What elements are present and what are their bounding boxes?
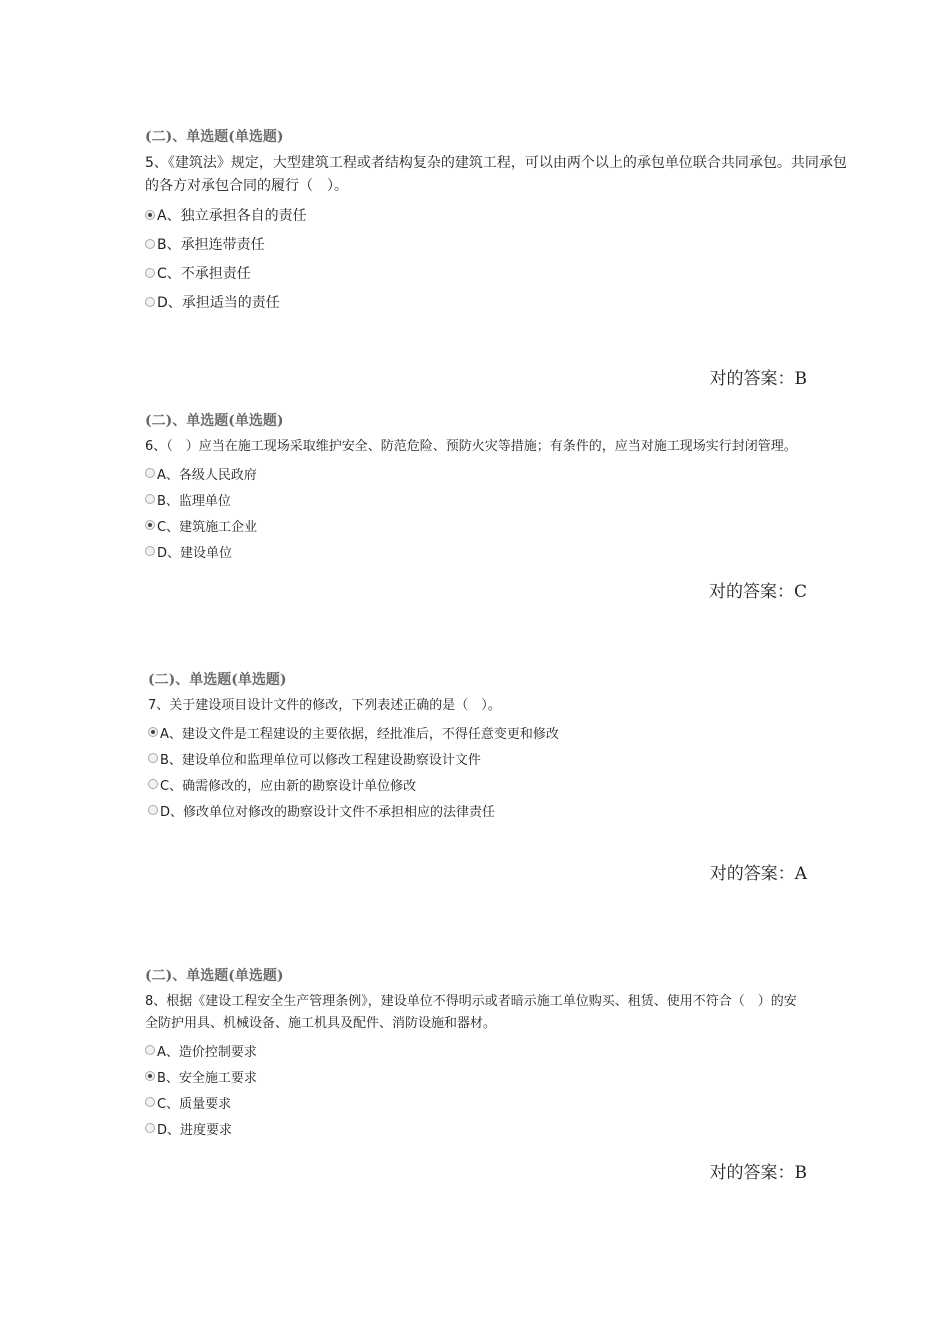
radio-icon[interactable] bbox=[145, 1097, 155, 1107]
question-stem bbox=[145, 436, 865, 458]
question-6 bbox=[145, 412, 865, 564]
question-stem-line: 5、《建筑法》规定，大型建筑工程或者结构复杂的建筑工程，可以由两个以上的承包单位联合共同承包。共同承包 bbox=[145, 155, 847, 171]
option-label: C、确需修改的，应由新的勘察设计单位修改 bbox=[160, 778, 417, 794]
radio-icon[interactable] bbox=[145, 468, 155, 478]
question-stem bbox=[145, 991, 865, 1035]
question-type-label: (二)、单选题(单选题) bbox=[145, 413, 284, 429]
question-stem-line: 6、（ ）应当在施工现场采取维护安全、防范危险、预防火灾等措施；有条件的，应当对施工现场实行封闭管理。 bbox=[145, 439, 797, 454]
radio-selected-icon[interactable] bbox=[145, 520, 155, 530]
option-b[interactable] bbox=[148, 745, 868, 771]
option-a[interactable] bbox=[148, 719, 868, 745]
option-label: B、安全施工要求 bbox=[157, 1070, 257, 1086]
radio-selected-icon[interactable] bbox=[145, 1071, 155, 1081]
question-type-label: (二)、单选题(单选题) bbox=[145, 968, 284, 984]
option-d[interactable] bbox=[145, 538, 865, 564]
radio-selected-icon[interactable] bbox=[145, 210, 155, 220]
question-8 bbox=[145, 967, 865, 1141]
correct-answer: 对的答案：B bbox=[709, 1163, 807, 1183]
radio-icon[interactable] bbox=[148, 805, 158, 815]
option-a[interactable] bbox=[145, 200, 865, 229]
option-label: D、建设单位 bbox=[157, 545, 233, 561]
radio-icon[interactable] bbox=[145, 268, 155, 278]
option-b[interactable] bbox=[145, 229, 865, 258]
option-c[interactable] bbox=[148, 771, 868, 797]
correct-answer: 对的答案：C bbox=[708, 582, 807, 602]
question-stem-line: 全防护用具、机械设备、施工机具及配件、消防设施和器材。 bbox=[145, 1016, 497, 1031]
option-label: C、质量要求 bbox=[157, 1096, 232, 1112]
option-label: A、建设文件是工程建设的主要依据，经批准后，不得任意变更和修改 bbox=[160, 726, 559, 742]
radio-icon[interactable] bbox=[145, 494, 155, 504]
option-a[interactable] bbox=[145, 1037, 865, 1063]
option-d[interactable] bbox=[145, 287, 865, 316]
option-label: A、各级人民政府 bbox=[157, 467, 257, 483]
option-label: D、修改单位对修改的勘察设计文件不承担相应的法律责任 bbox=[160, 804, 496, 820]
radio-icon[interactable] bbox=[148, 753, 158, 763]
option-label: B、建设单位和监理单位可以修改工程建设勘察设计文件 bbox=[160, 752, 481, 768]
option-c[interactable] bbox=[145, 1089, 865, 1115]
option-a[interactable] bbox=[145, 460, 865, 486]
question-stem bbox=[145, 152, 865, 198]
question-5 bbox=[145, 128, 865, 316]
radio-icon[interactable] bbox=[145, 297, 155, 307]
option-label: A、独立承担各自的责任 bbox=[157, 207, 307, 224]
question-stem bbox=[148, 695, 868, 717]
option-b[interactable] bbox=[145, 486, 865, 512]
option-label: B、监理单位 bbox=[157, 493, 231, 509]
option-c[interactable] bbox=[145, 258, 865, 287]
option-label: A、造价控制要求 bbox=[157, 1044, 257, 1060]
option-label: C、不承担责任 bbox=[157, 265, 251, 282]
question-type-label: (二)、单选题(单选题) bbox=[145, 129, 284, 145]
option-d[interactable] bbox=[145, 1115, 865, 1141]
option-label: D、进度要求 bbox=[157, 1122, 233, 1138]
radio-icon[interactable] bbox=[145, 239, 155, 249]
radio-icon[interactable] bbox=[145, 1123, 155, 1133]
question-7 bbox=[148, 671, 868, 823]
option-label: C、建筑施工企业 bbox=[157, 519, 258, 535]
radio-icon[interactable] bbox=[145, 1045, 155, 1055]
question-stem-line: 的各方对承包合同的履行（ ）。 bbox=[145, 178, 348, 194]
option-c[interactable] bbox=[145, 512, 865, 538]
option-d[interactable] bbox=[148, 797, 868, 823]
radio-icon[interactable] bbox=[145, 546, 155, 556]
question-stem-line: 8、根据《建设工程安全生产管理条例》，建设单位不得明示或者暗示施工单位购买、租赁、使用不符合（ ）的安 bbox=[145, 994, 797, 1009]
correct-answer: 对的答案：A bbox=[709, 864, 807, 884]
correct-answer: 对的答案：B bbox=[709, 369, 807, 389]
radio-selected-icon[interactable] bbox=[148, 727, 158, 737]
option-label: D、承担适当的责任 bbox=[157, 294, 280, 311]
question-type-label: (二)、单选题(单选题) bbox=[148, 672, 287, 688]
option-b[interactable] bbox=[145, 1063, 865, 1089]
option-label: B、承担连带责任 bbox=[157, 236, 265, 253]
radio-icon[interactable] bbox=[148, 779, 158, 789]
question-stem-line: 7、关于建设项目设计文件的修改，下列表述正确的是（ ）。 bbox=[148, 698, 501, 713]
